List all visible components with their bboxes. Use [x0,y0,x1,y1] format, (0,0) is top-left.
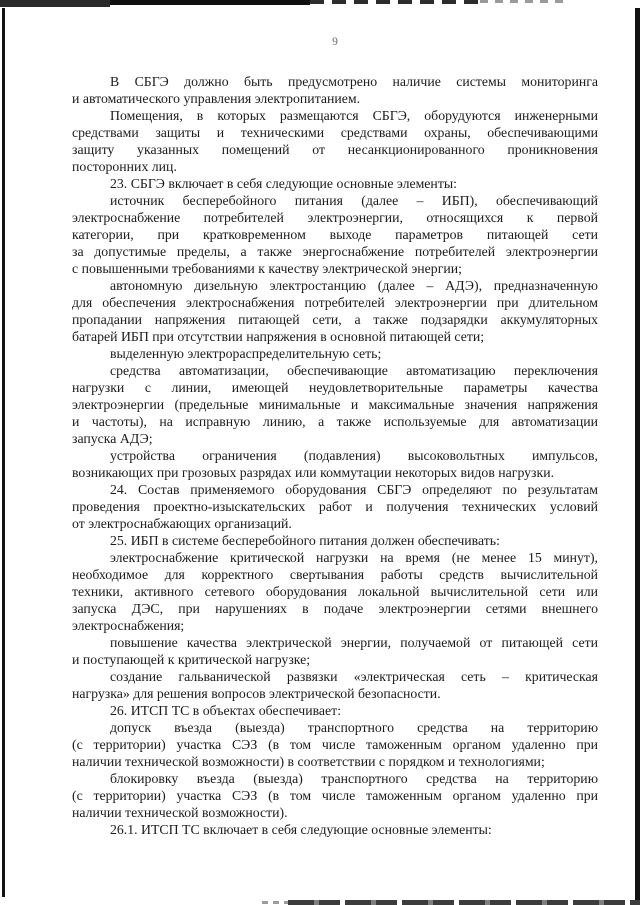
text-line: нагрузка» для решения вопросов электрической безопасности. [72,686,441,701]
text-line: возникающих при грозовых разрядах или коммутации некоторых видов нагрузки. [72,465,555,480]
document-body [72,73,598,838]
text-line: (с территории) участка СЭЗ (в том числе таможенным органом удаленно при [72,737,598,752]
text-line: от электроснабжающих организаций. [72,516,292,531]
text-line: 24. Состав применяемого оборудования СБГЭ определяют по результатам [110,482,598,497]
text-line: повышение качества электрической энергии, получаемой от питающей сети [110,635,598,650]
scan-artifact-top-dashes [480,0,565,3]
text-line: источник бесперебойного питания (далее – ИБП), обеспечивающий [110,193,598,208]
text-line: с повышенными требованиями к качеству электрической энергии; [72,261,462,276]
text-line: запуска АДЭ; [72,431,153,446]
text-line: Помещения, в которых размещаются СБГЭ, оборудуются инженерными [110,108,598,123]
text-line: посторонних лиц. [72,159,177,174]
text-line: проведения проектно-изыскательских работ и получения технических условий [72,499,598,514]
text-line: и частоты), на исправную линию, а также используемые для автоматизации [72,414,598,429]
text-line: 23. СБГЭ включает в себя следующие основные элементы: [110,176,457,191]
text-line: В СБГЭ должно быть предусмотрено наличие системы мониторинга [110,74,598,89]
text-line: защиту указанных помещений от несанкционированного проникновения [72,142,598,157]
text-line: наличии технической возможности). [72,805,288,820]
text-line: устройства ограничения (подавления) высоковольтных импульсов, [110,448,598,463]
scan-artifact-top-band [110,0,310,5]
text-line: и поступающей к критической нагрузке; [72,652,311,667]
text-line: наличии технической возможности) в соответствии с порядком и технологиями; [72,754,545,769]
text-line: электроснабжение потребителей электроэнергии, относящихся к первой [72,210,598,225]
scan-artifact-top-dashes [310,0,480,4]
text-line: 26. ИТСП ТС в объектах обеспечивает: [110,703,342,718]
text-line: нагрузки с линии, имеющей неудовлетворительные параметры качества [72,380,598,395]
scan-artifact-bottom-band [288,900,640,905]
scan-artifact-left-border [2,8,5,897]
text-line: 26.1. ИТСП ТС включает в себя следующие основные элементы: [110,822,492,837]
text-line: автономную дизельную электростанцию (далее – АДЭ), предназначенную [110,278,598,293]
text-line: запуска ДЭС, при нарушениях в подаче электроэнергии сетями внешнего [72,601,598,616]
text-line: необходимое для корректного свертывания работы средств вычислительной [72,567,598,582]
text-line: электроснабжения; [72,618,185,633]
text-line: средства автоматизации, обеспечивающие автоматизацию переключения [110,363,598,378]
text-line: категории, при кратковременном выходе параметров питающей сети [72,227,598,242]
text-line: блокировку въезда (выезда) транспортного средства на территорию [110,771,598,786]
text-line: 25. ИБП в системе бесперебойного питания должен обеспечивать: [110,533,500,548]
text-line: (с территории) участка СЭЗ (в том числе таможенным органом удаленно при [72,788,598,803]
scan-artifact-right-border [635,8,640,905]
text-line: и автоматического управления электропитанием. [72,91,361,106]
text-line: за допустимые пределы, а также энергоснабжение потребителей электроэнергии [72,244,598,259]
scan-artifact-bottom-band [262,901,288,904]
text-line: для обеспечения электроснабжения потребителей электроэнергии при длительном [72,295,598,310]
page-number: 9 [332,36,338,48]
text-line: техники, активного сетевого оборудования локальной вычислительной сети или [72,584,598,599]
text-line: создание гальванической развязки «электрическая сеть – критическая [110,669,598,684]
scan-artifact-top-band [0,0,110,7]
text-line: допуск въезда (выезда) транспортного средства на территорию [110,720,598,735]
text-line: пропадании напряжения питающей сети, а также подзарядки аккумуляторных [72,312,598,327]
text-line: электроснабжение критической нагрузки на время (не менее 15 минут), [110,550,598,565]
text-line: средствами защиты и техническими средствами охраны, обеспечивающими [72,125,598,140]
text-line: выделенную электрораспределительную сеть; [110,346,382,361]
text-line: электроэнергии (предельные минимальные и максимальные значения напряжения [72,397,598,412]
text-line: батарей ИБП при отсутствии напряжения в основной питающей сети; [72,329,485,344]
